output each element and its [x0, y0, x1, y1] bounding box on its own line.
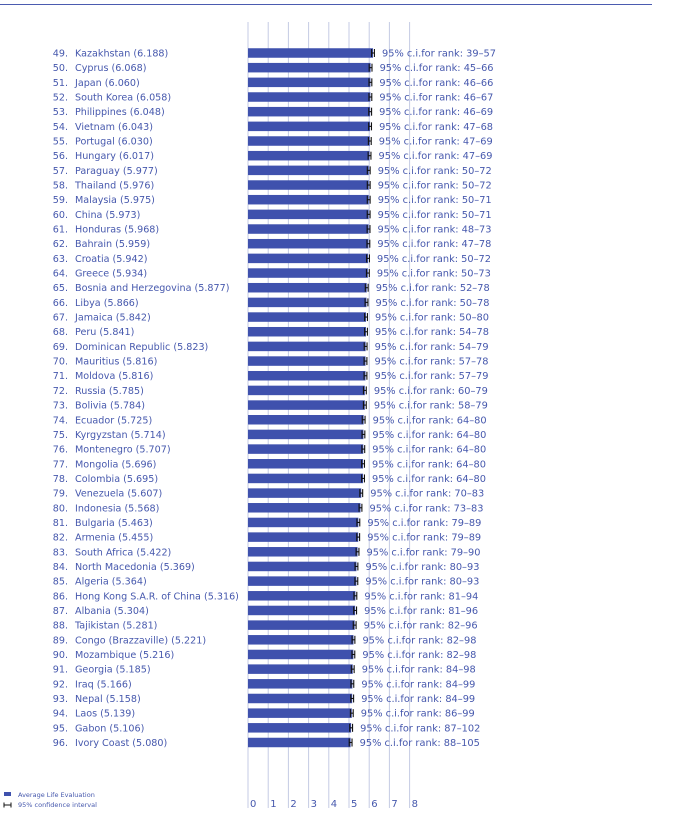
- country-label: Mongolia (5.696): [75, 459, 157, 471]
- bar-87: [248, 606, 355, 616]
- country-label: Algeria (5.364): [75, 576, 147, 588]
- country-label: Congo (Brazzaville) (5.221): [75, 635, 207, 647]
- bar-72: [248, 386, 365, 396]
- ci-label: 95% c.i.for rank: 50–73: [376, 268, 491, 280]
- bar-66: [248, 298, 366, 308]
- bar-74: [248, 415, 364, 425]
- rank-label: 81.: [52, 517, 68, 529]
- ci-label: 95% c.i.for rank: 60–79: [373, 385, 488, 397]
- bar-86: [248, 591, 355, 601]
- ci-whisker: [367, 254, 370, 262]
- ci-label: 95% c.i.for rank: 79–90: [366, 547, 481, 559]
- bar-50: [248, 63, 371, 73]
- rank-label: 89.: [52, 635, 68, 647]
- rank-label: 94.: [52, 708, 68, 720]
- x-tick-label-8: 8: [411, 799, 418, 810]
- x-tick-label-3: 3: [310, 799, 317, 810]
- country-label: Dominican Republic (5.823): [75, 341, 209, 353]
- ci-label: 95% c.i.for rank: 58–79: [373, 400, 488, 412]
- country-label: Iraq (5.166): [75, 679, 132, 691]
- bar-91: [248, 664, 353, 674]
- country-label: Honduras (5.968): [75, 224, 160, 236]
- bar-60: [248, 210, 369, 220]
- country-label: Japan (6.060): [75, 77, 140, 89]
- bar-95: [248, 723, 351, 733]
- ci-label: 95% c.i.for rank: 82–98: [362, 635, 477, 647]
- bar-52: [248, 92, 370, 102]
- ci-label: 95% c.i.for rank: 57–78: [374, 356, 489, 368]
- ci-label: 95% c.i.for rank: 82–96: [363, 620, 478, 632]
- rank-label: 74.: [52, 415, 68, 427]
- country-label: Vietnam (6.043): [75, 121, 153, 133]
- ci-label: 95% c.i.for rank: 64–80: [372, 444, 487, 456]
- rank-label: 59.: [52, 195, 68, 207]
- rank-label: 57.: [52, 165, 68, 177]
- rank-label: 63.: [52, 253, 68, 265]
- country-label: Thailand (5.976): [75, 180, 155, 192]
- x-tick-label-1: 1: [270, 799, 277, 810]
- ci-label: 95% c.i.for rank: 80–93: [365, 561, 480, 573]
- country-label: Peru (5.841): [75, 327, 135, 339]
- country-label: Kyrgyzstan (5.714): [75, 429, 166, 441]
- ci-label: 95% c.i.for rank: 80–93: [365, 576, 480, 588]
- ci-label: 95% c.i.for rank: 50–71: [377, 195, 492, 207]
- rank-label: 49.: [52, 48, 68, 60]
- bar-77: [248, 459, 363, 469]
- country-label: Hungary (6.017): [75, 151, 154, 163]
- country-label: Venezuela (5.607): [75, 488, 163, 500]
- country-label: Nepal (5.158): [75, 693, 141, 705]
- ci-label: 95% c.i.for rank: 50–72: [377, 165, 492, 177]
- country-label: Russia (5.785): [75, 385, 144, 397]
- country-label: Gabon (5.106): [75, 723, 145, 735]
- rank-label: 85.: [52, 576, 68, 588]
- ci-label: 95% c.i.for rank: 86–99: [360, 708, 475, 720]
- bar-75: [248, 430, 363, 440]
- ci-label: 95% c.i.for rank: 47–68: [379, 121, 494, 133]
- rank-label: 56.: [52, 151, 68, 163]
- country-label: Albania (5.304): [75, 605, 149, 617]
- ci-label: 95% c.i.for rank: 88–105: [359, 737, 480, 749]
- bar-49: [248, 48, 373, 58]
- bar-69: [248, 342, 366, 352]
- ci-label: 95% c.i.for rank: 79–89: [367, 517, 482, 529]
- rank-label: 64.: [52, 268, 68, 280]
- legend-ci-label: 95% confidence interval: [18, 801, 97, 809]
- legend-ci-swatch: [4, 803, 11, 808]
- rank-label: 86.: [52, 591, 68, 603]
- rank-label: 90.: [52, 649, 68, 661]
- bar-89: [248, 635, 353, 645]
- ci-label: 95% c.i.for rank: 57–79: [374, 371, 489, 383]
- bar-56: [248, 151, 370, 161]
- ci-label: 95% c.i.for rank: 79–89: [367, 532, 482, 544]
- rank-label: 53.: [52, 107, 68, 119]
- bar-80: [248, 503, 360, 513]
- x-tick-label-7: 7: [391, 799, 398, 810]
- bar-79: [248, 488, 361, 498]
- country-label: Mozambique (5.216): [75, 649, 175, 661]
- rank-label: 60.: [52, 209, 68, 221]
- ci-label: 95% c.i.for rank: 47–78: [377, 239, 492, 251]
- bar-76: [248, 444, 363, 454]
- ci-label: 95% c.i.for rank: 84–99: [361, 679, 476, 691]
- ci-label: 95% c.i.for rank: 64–80: [372, 473, 487, 485]
- bar-61: [248, 224, 369, 234]
- ci-label: 95% c.i.for rank: 81–94: [364, 591, 479, 603]
- rank-label: 58.: [52, 180, 68, 192]
- bar-65: [248, 283, 367, 293]
- ci-label: 95% c.i.for rank: 84–99: [361, 693, 476, 705]
- country-label: Bulgaria (5.463): [75, 517, 153, 529]
- rank-label: 71.: [52, 371, 68, 383]
- ci-label: 95% c.i.for rank: 82–98: [362, 649, 477, 661]
- bar-62: [248, 239, 368, 249]
- country-label: Ecuador (5.725): [75, 415, 153, 427]
- country-label: Kazakhstan (6.188): [75, 48, 169, 60]
- country-label: Philippines (6.048): [75, 107, 165, 119]
- legend-bar-label: Average Life Evaluation: [18, 791, 95, 799]
- rank-label: 80.: [52, 503, 68, 515]
- rank-label: 79.: [52, 488, 68, 500]
- ci-label: 95% c.i.for rank: 81–96: [364, 605, 479, 617]
- rank-label: 66.: [52, 297, 68, 309]
- bar-78: [248, 474, 363, 484]
- bar-82: [248, 532, 358, 542]
- country-label: Armenia (5.455): [75, 532, 154, 544]
- ci-label: 95% c.i.for rank: 64–80: [372, 429, 487, 441]
- country-label: Cyprus (6.068): [75, 63, 147, 75]
- ci-label: 95% c.i.for rank: 73–83: [369, 503, 484, 515]
- bar-57: [248, 166, 369, 176]
- country-label: Laos (5.139): [75, 708, 136, 720]
- rank-label: 88.: [52, 620, 68, 632]
- country-label: Ivory Coast (5.080): [75, 737, 168, 749]
- bar-88: [248, 620, 355, 630]
- ci-label: 95% c.i.for rank: 50–72: [377, 253, 492, 265]
- bar-68: [248, 327, 366, 337]
- bar-73: [248, 400, 365, 410]
- legend: [4, 791, 97, 809]
- country-label: Paraguay (5.977): [75, 165, 158, 177]
- ci-whisker: [369, 93, 372, 101]
- country-label: South Korea (6.058): [75, 92, 172, 104]
- bar-90: [248, 650, 353, 660]
- country-label: Greece (5.934): [75, 268, 148, 280]
- rank-label: 67.: [52, 312, 68, 324]
- country-label: Hong Kong S.A.R. of China (5.316): [75, 591, 239, 603]
- country-label: Colombia (5.695): [75, 473, 159, 485]
- rank-label: 55.: [52, 136, 68, 148]
- ci-label: 95% c.i.for rank: 84–98: [361, 664, 476, 676]
- rank-label: 75.: [52, 429, 68, 441]
- bar-92: [248, 679, 352, 689]
- country-label: Jamaica (5.842): [75, 312, 151, 324]
- rank-label: 61.: [52, 224, 68, 236]
- bar-51: [248, 78, 370, 88]
- ci-label: 95% c.i.for rank: 50–78: [375, 297, 490, 309]
- country-label: Croatia (5.942): [75, 253, 148, 265]
- ci-label: 95% c.i.for rank: 48–73: [377, 224, 492, 236]
- country-label: Bahrain (5.959): [75, 239, 151, 251]
- ci-label: 95% c.i.for rank: 64–80: [372, 459, 487, 471]
- bar-93: [248, 694, 352, 704]
- x-axis-ticks: [250, 799, 418, 810]
- ci-label: 95% c.i.for rank: 47–69: [378, 136, 493, 148]
- country-label: Georgia (5.185): [75, 664, 151, 676]
- rank-label: 73.: [52, 400, 68, 412]
- rank-label: 78.: [52, 473, 68, 485]
- country-label: Indonesia (5.568): [75, 503, 160, 515]
- bar-96: [248, 738, 351, 748]
- bar-84: [248, 562, 356, 572]
- rank-label: 62.: [52, 239, 68, 251]
- rank-label: 96.: [52, 737, 68, 749]
- x-tick-label-2: 2: [290, 799, 297, 810]
- rank-label: 54.: [52, 121, 68, 133]
- ci-label: 95% c.i.for rank: 50–80: [375, 312, 489, 324]
- rank-label: 83.: [52, 547, 68, 559]
- rank-label: 69.: [52, 341, 68, 353]
- rank-label: 68.: [52, 327, 68, 339]
- rank-label: 84.: [52, 561, 68, 573]
- rank-label: 76.: [52, 444, 68, 456]
- rank-label: 87.: [52, 605, 68, 617]
- country-label: Malaysia (5.975): [75, 195, 155, 207]
- bar-64: [248, 268, 368, 278]
- rank-label: 92.: [52, 679, 68, 691]
- country-label: Tajikistan (5.281): [75, 620, 158, 632]
- rank-label: 93.: [52, 693, 68, 705]
- ci-label: 95% c.i.for rank: 47–69: [378, 151, 493, 163]
- bar-94: [248, 708, 352, 718]
- x-tick-label-6: 6: [371, 799, 378, 810]
- country-label: North Macedonia (5.369): [75, 561, 195, 573]
- x-tick-label-0: 0: [250, 799, 257, 810]
- country-label: China (5.973): [75, 209, 141, 221]
- ci-label: 95% c.i.for rank: 52–78: [375, 283, 490, 295]
- country-label: Portugal (6.030): [75, 136, 153, 148]
- bar-71: [248, 371, 365, 381]
- ci-label: 95% c.i.for rank: 46–66: [379, 77, 494, 89]
- rank-label: 77.: [52, 459, 68, 471]
- ci-label: 95% c.i.for rank: 39–57: [381, 48, 496, 60]
- bar-83: [248, 547, 358, 557]
- rank-label: 65.: [52, 283, 68, 295]
- legend-bar-swatch: [4, 792, 11, 796]
- ci-label: 95% c.i.for rank: 50–72: [377, 180, 492, 192]
- country-label: Bosnia and Herzegovina (5.877): [75, 283, 230, 295]
- ci-label: 95% c.i.for rank: 70–83: [370, 488, 485, 500]
- ci-label: 95% c.i.for rank: 54–79: [374, 341, 489, 353]
- rank-label: 50.: [52, 63, 68, 75]
- country-label: Montenegro (5.707): [75, 444, 171, 456]
- bar-81: [248, 518, 358, 528]
- rank-label: 70.: [52, 356, 68, 368]
- bar-85: [248, 576, 356, 586]
- bar-55: [248, 136, 370, 146]
- country-label: South Africa (5.422): [75, 547, 172, 559]
- bars-layer: [248, 48, 374, 747]
- ci-whisker: [355, 577, 358, 585]
- ci-label: 95% c.i.for rank: 87–102: [360, 723, 481, 735]
- rank-label: 52.: [52, 92, 68, 104]
- rank-label: 72.: [52, 385, 68, 397]
- rank-label: 51.: [52, 77, 68, 89]
- rank-label: 95.: [52, 723, 68, 735]
- ci-label: 95% c.i.for rank: 46–67: [379, 92, 494, 104]
- bar-63: [248, 254, 368, 264]
- country-label: Mauritius (5.816): [75, 356, 158, 368]
- rank-label: 82.: [52, 532, 68, 544]
- ci-label: 95% c.i.for rank: 50–71: [377, 209, 492, 221]
- bar-58: [248, 180, 369, 190]
- ci-label: 95% c.i.for rank: 46–69: [379, 107, 494, 119]
- bar-54: [248, 122, 370, 132]
- ci-label: 95% c.i.for rank: 64–80: [372, 415, 487, 427]
- ci-label: 95% c.i.for rank: 45–66: [379, 63, 494, 75]
- rank-label: 91.: [52, 664, 68, 676]
- country-label: Moldova (5.816): [75, 371, 154, 383]
- ci-label: 95% c.i.for rank: 54–78: [374, 327, 489, 339]
- x-tick-label-5: 5: [351, 799, 358, 810]
- bar-70: [248, 356, 365, 366]
- bar-67: [248, 312, 366, 322]
- bar-59: [248, 195, 369, 205]
- country-label: Libya (5.866): [75, 297, 139, 309]
- country-label: Bolivia (5.784): [75, 400, 146, 412]
- x-tick-label-4: 4: [330, 799, 338, 810]
- bar-53: [248, 107, 370, 117]
